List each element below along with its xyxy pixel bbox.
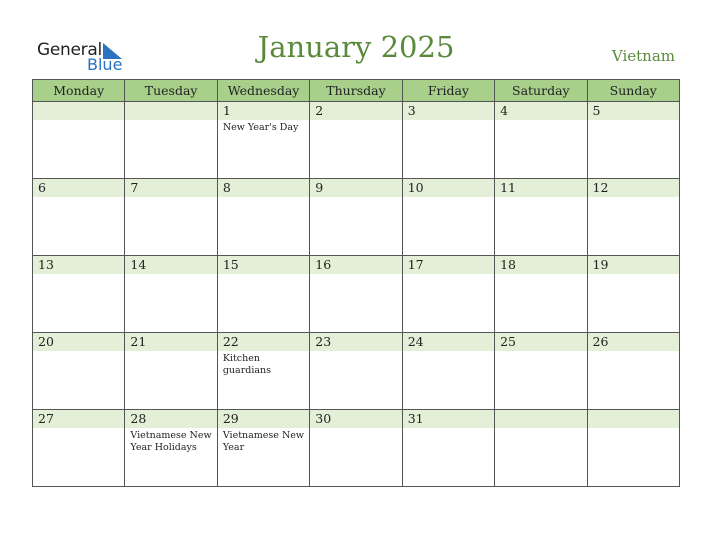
day-cell xyxy=(402,256,494,333)
day-number-band xyxy=(588,333,679,351)
logo-text-blue: Blue xyxy=(87,55,123,74)
day-number-band xyxy=(125,333,216,351)
day-number-band xyxy=(495,410,586,428)
day-number-band xyxy=(125,102,216,120)
day-cell xyxy=(402,179,494,256)
day-number: 5 xyxy=(592,103,601,118)
day-number-band xyxy=(403,102,494,120)
day-number-band xyxy=(588,256,679,274)
weekday-header: Tuesday xyxy=(125,80,217,102)
week-row xyxy=(33,256,680,333)
day-number-band xyxy=(310,102,401,120)
week-row xyxy=(33,333,680,410)
weekday-header-row xyxy=(33,80,680,102)
holiday-label: Vietnamese New Year xyxy=(222,430,305,453)
day-cell xyxy=(587,256,679,333)
day-cell xyxy=(495,410,587,487)
day-cell xyxy=(587,102,679,179)
day-cell xyxy=(587,333,679,410)
day-cell xyxy=(125,333,217,410)
day-number: 2 xyxy=(315,103,324,118)
week-row xyxy=(33,410,680,487)
weekday-header: Sunday xyxy=(587,80,679,102)
day-number-band xyxy=(495,333,586,351)
day-number: 15 xyxy=(222,257,239,272)
day-number-band xyxy=(218,333,309,351)
day-number: 27 xyxy=(38,411,54,426)
weekday-header: Friday xyxy=(402,80,494,102)
day-number-band xyxy=(495,102,586,120)
day-cell xyxy=(587,410,679,487)
day-cell xyxy=(33,102,125,179)
day-number: 6 xyxy=(38,180,46,195)
day-cell xyxy=(125,410,217,487)
day-number-band xyxy=(125,179,216,197)
page-title: January 2025 xyxy=(257,30,455,64)
day-cell xyxy=(33,179,125,256)
holiday-label: New Year's Day xyxy=(222,122,299,133)
day-number: 31 xyxy=(407,411,424,426)
day-cell xyxy=(217,333,309,410)
day-cell xyxy=(587,179,679,256)
day-number: 29 xyxy=(222,411,239,426)
day-number: 9 xyxy=(315,180,324,195)
day-number-band xyxy=(33,102,124,120)
day-cell xyxy=(310,256,402,333)
day-number-band xyxy=(125,256,216,274)
day-number-band xyxy=(403,410,494,428)
day-cell xyxy=(310,102,402,179)
day-number: 14 xyxy=(130,257,147,272)
day-number: 17 xyxy=(407,257,424,272)
day-cell xyxy=(125,179,217,256)
week-row xyxy=(33,179,680,256)
day-number-band xyxy=(310,179,401,197)
day-number-band xyxy=(310,333,401,351)
day-number: 23 xyxy=(315,334,332,349)
day-number: 16 xyxy=(315,257,332,272)
day-number: 20 xyxy=(38,334,54,349)
day-cell xyxy=(310,179,402,256)
day-number: 26 xyxy=(592,334,609,349)
weekday-header: Wednesday xyxy=(217,80,309,102)
day-cell xyxy=(495,333,587,410)
day-cell xyxy=(33,410,125,487)
day-number: 25 xyxy=(500,334,517,349)
day-cell xyxy=(495,256,587,333)
day-number-band xyxy=(495,179,586,197)
country-label: Vietnam xyxy=(611,47,675,65)
day-number-band xyxy=(403,333,494,351)
day-cell xyxy=(402,333,494,410)
day-cell xyxy=(217,256,309,333)
day-number-band xyxy=(495,256,586,274)
logo-text-general: General xyxy=(37,40,102,60)
day-number-band xyxy=(310,256,401,274)
day-number-band xyxy=(588,179,679,197)
day-number-band xyxy=(218,410,309,428)
day-number: 4 xyxy=(500,103,509,118)
day-number-band xyxy=(125,410,216,428)
day-number: 19 xyxy=(592,257,609,272)
day-number: 10 xyxy=(407,180,424,195)
week-row xyxy=(33,102,680,179)
day-number: 8 xyxy=(222,180,231,195)
day-cell xyxy=(402,410,494,487)
day-number: 28 xyxy=(130,411,147,426)
day-cell xyxy=(217,102,309,179)
holiday-label: Kitchen guardians xyxy=(222,353,272,376)
day-number-band xyxy=(588,102,679,120)
day-number-band xyxy=(403,179,494,197)
day-number-band xyxy=(33,179,124,197)
day-cell xyxy=(217,179,309,256)
day-number-band xyxy=(33,333,124,351)
day-cell xyxy=(310,333,402,410)
day-number: 1 xyxy=(222,103,231,118)
day-cell xyxy=(310,410,402,487)
day-number: 21 xyxy=(130,334,147,349)
weekday-header: Thursday xyxy=(310,80,402,102)
day-number: 3 xyxy=(407,103,416,118)
day-number: 24 xyxy=(407,334,424,349)
holiday-label: Vietnamese New Year Holidays xyxy=(130,430,212,453)
day-cell xyxy=(33,256,125,333)
day-cell xyxy=(495,179,587,256)
day-cell xyxy=(495,102,587,179)
day-number-band xyxy=(33,410,124,428)
day-number: 18 xyxy=(500,257,517,272)
day-cell xyxy=(125,256,217,333)
day-number: 30 xyxy=(315,411,332,426)
weekday-header: Saturday xyxy=(495,80,587,102)
weekday-header: Monday xyxy=(33,80,125,102)
day-number-band xyxy=(588,410,679,428)
day-number-band xyxy=(218,256,309,274)
day-cell xyxy=(217,410,309,487)
day-number-band xyxy=(218,102,309,120)
day-number: 22 xyxy=(222,334,239,349)
day-number-band xyxy=(310,410,401,428)
day-number: 7 xyxy=(130,180,139,195)
day-number-band xyxy=(218,179,309,197)
day-number-band xyxy=(33,256,124,274)
calendar-grid xyxy=(32,79,680,487)
day-number: 13 xyxy=(38,257,54,272)
day-number: 12 xyxy=(592,180,609,195)
day-cell xyxy=(33,333,125,410)
day-cell xyxy=(402,102,494,179)
day-number-band xyxy=(403,256,494,274)
day-number: 11 xyxy=(500,180,517,195)
day-cell xyxy=(125,102,217,179)
